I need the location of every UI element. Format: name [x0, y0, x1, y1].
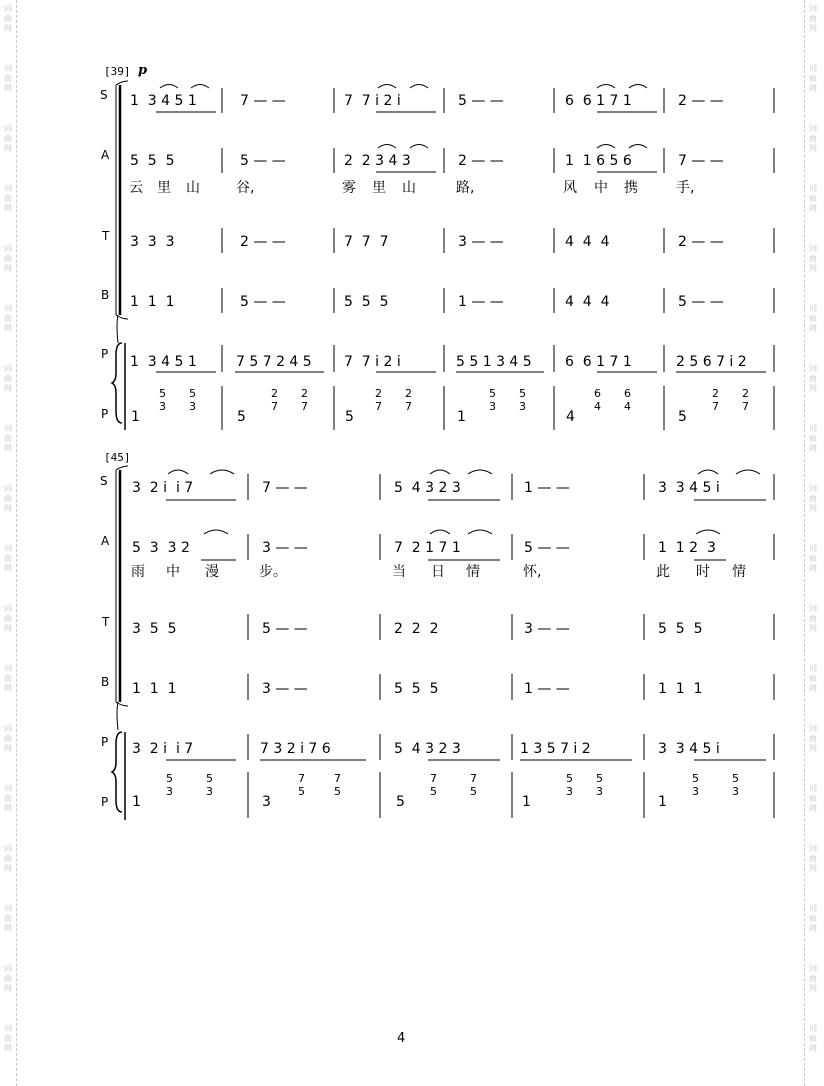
bass-m40: 5 — — — [240, 294, 286, 310]
piano-rh-m39: 1 3 4 5 1 — [130, 354, 197, 370]
watermark-text: 词 曲 网 — [809, 724, 817, 753]
piano-lh-chord-note: 5 — [566, 772, 573, 785]
score-line — [597, 145, 615, 149]
piano-lh-chord-note: 3 — [159, 400, 166, 413]
soprano-m39: 1 3 4 5 1 — [130, 93, 197, 109]
piano-lh-bass-note: 5 — [396, 794, 405, 810]
score-line — [116, 81, 128, 85]
soprano-m49: 3 3 4 5 i — [658, 480, 720, 496]
watermark-text: 词 曲 网 — [809, 784, 817, 813]
tenor-m45: 3 5 5 — [132, 621, 177, 637]
piano-lh-chord-note: 3 — [489, 400, 496, 413]
measure-number-39: [39] — [104, 65, 131, 78]
piano-lh-chord-note: 3 — [166, 785, 173, 798]
piano-lh-chord-note: 7 — [742, 400, 749, 413]
watermark-text: 词 曲 网 — [809, 124, 817, 153]
piano-lh-chord-note: 7 — [301, 400, 308, 413]
voice-label-tenor: T — [102, 229, 110, 243]
watermark-text: 词 曲 网 — [4, 664, 12, 693]
watermark-text: 词 曲 网 — [4, 64, 12, 93]
score-line — [629, 85, 647, 89]
piano-lh-chord-note: 7 — [712, 400, 719, 413]
alto-m41: 2 2 3 4 3 — [344, 153, 411, 169]
soprano-m43: 6 6 1 7 1 — [565, 93, 632, 109]
piano-lh-chord-note: 5 — [692, 772, 699, 785]
score-line — [168, 470, 188, 474]
watermark-text: 词 曲 网 — [809, 64, 817, 93]
watermark-text: 词 曲 网 — [4, 244, 12, 273]
piano-lh-chord-note: 7 — [405, 400, 412, 413]
voice-label-tenor: T — [102, 615, 110, 629]
voice-label-alto: A — [101, 148, 110, 162]
watermark-text: 词 曲 网 — [4, 964, 12, 993]
score-line — [378, 85, 396, 89]
tenor-m40: 2 — — — [240, 234, 286, 250]
lyric-char: 雨 — [131, 564, 145, 580]
piano-lh-chord-note: 5 — [596, 772, 603, 785]
lyric-char: 里 — [372, 180, 386, 196]
bass-m48: 1 — — — [524, 681, 570, 697]
score-line — [629, 145, 647, 149]
piano-lh-chord-note: 5 — [159, 387, 166, 400]
voice-label-bass: B — [101, 675, 110, 689]
piano-lh-chord-note: 7 — [430, 772, 437, 785]
piano-lh-bass-note: 1 — [131, 409, 140, 425]
bass-m39: 1 1 1 — [130, 294, 175, 310]
piano-rh-m40: 7 5 7 2 4 5 — [236, 354, 312, 370]
alto-m46: 3 — — — [262, 540, 308, 556]
piano-lh-bass-note: 1 — [658, 794, 667, 810]
voice-label-piano-rh: P — [101, 735, 109, 749]
alto-m40: 5 — — — [240, 153, 286, 169]
lyric-char: 怀, — [523, 564, 542, 580]
piano-lh-chord-note: 2 — [405, 387, 412, 400]
watermark-text: 词 曲 网 — [4, 124, 12, 153]
score-line — [698, 470, 718, 474]
lyric-char: 携 — [624, 180, 638, 196]
alto-m43: 1 1 6 5 6 — [565, 153, 632, 169]
score-line — [410, 145, 428, 149]
watermark-text: 词 曲 网 — [4, 844, 12, 873]
bass-m47: 5 5 5 — [394, 681, 439, 697]
watermark-text: 词 曲 网 — [4, 364, 12, 393]
piano-lh-chord-note: 3 — [566, 785, 573, 798]
voice-label-soprano: S — [100, 88, 108, 102]
soprano-m44: 2 — — — [678, 93, 724, 109]
lyric-char: 漫 — [205, 564, 219, 580]
voice-label-piano-rh: P — [101, 347, 109, 361]
watermark-text: 词 曲 网 — [4, 424, 12, 453]
piano-lh-chord-note: 6 — [594, 387, 601, 400]
piano-lh-chord-note: 3 — [732, 785, 739, 798]
alto-m44: 7 — — — [678, 153, 724, 169]
watermark-text: 词 曲 网 — [4, 1024, 12, 1053]
bass-m43: 4 4 4 — [565, 294, 610, 310]
score-line — [430, 470, 450, 474]
piano-lh-chord-note: 2 — [375, 387, 382, 400]
watermark-text: 词 曲 网 — [809, 304, 817, 333]
watermark-text: 词 曲 网 — [809, 4, 817, 33]
watermark-text: 词 曲 网 — [809, 1024, 817, 1053]
piano-lh-chord-note: 7 — [470, 772, 477, 785]
score-line — [597, 85, 615, 89]
lyric-char: 当 — [392, 564, 406, 580]
bass-m41: 5 5 5 — [344, 294, 389, 310]
lyric-char: 手, — [676, 180, 695, 196]
piano-lh-bass-note: 5 — [237, 409, 246, 425]
lyric-char: 里 — [157, 180, 171, 196]
score-line — [410, 85, 428, 89]
alto-m45: 5 3 3 2 — [132, 540, 190, 556]
piano-lh-bass-note: 4 — [566, 409, 575, 425]
score-line — [112, 343, 122, 423]
watermark-text: 词 曲 网 — [809, 844, 817, 873]
watermark-text: 词 曲 网 — [809, 184, 817, 213]
watermark-text: 词 曲 网 — [809, 424, 817, 453]
tenor-m48: 3 — — — [524, 621, 570, 637]
page-number: 4 — [397, 1031, 406, 1046]
soprano-m48: 1 — — — [524, 480, 570, 496]
watermark-text: 词 曲 网 — [4, 4, 12, 33]
watermark-text: 词 曲 网 — [4, 904, 12, 933]
tenor-m49: 5 5 5 — [658, 621, 703, 637]
alto-m49: 1 1 2 3 — [658, 540, 716, 556]
piano-lh-chord-note: 7 — [375, 400, 382, 413]
lyric-char: 日 — [431, 564, 445, 580]
bass-m49: 1 1 1 — [658, 681, 703, 697]
alto-m42: 2 — — — [458, 153, 504, 169]
watermark-text: 词 曲 网 — [4, 304, 12, 333]
alto-m48: 5 — — — [524, 540, 570, 556]
piano-rh-m42: 5 5 1 3 4 5 — [456, 354, 532, 370]
score-line — [468, 470, 492, 474]
score-line — [160, 85, 178, 89]
piano-lh-chord-note: 5 — [519, 387, 526, 400]
piano-lh-chord-note: 5 — [489, 387, 496, 400]
score-line — [117, 315, 118, 343]
tenor-m47: 2 2 2 — [394, 621, 439, 637]
piano-lh-chord-note: 5 — [430, 785, 437, 798]
piano-lh-bass-note: 1 — [457, 409, 466, 425]
watermark-text: 词 曲 网 — [809, 364, 817, 393]
lyric-char: 此 — [656, 564, 670, 580]
lyric-char: 雾 — [342, 180, 356, 196]
piano-rh-m49: 3 3 4 5 i — [658, 741, 720, 757]
piano-lh-chord-note: 5 — [298, 785, 305, 798]
piano-rh-m43: 6 6 1 7 1 — [565, 354, 632, 370]
watermark-text: 词 曲 网 — [4, 544, 12, 573]
watermark-text: 词 曲 网 — [4, 724, 12, 753]
alto-m39: 5 5 5 — [130, 153, 175, 169]
piano-lh-bass-note: 1 — [522, 794, 531, 810]
lyric-char: 情 — [732, 564, 746, 580]
piano-lh-chord-note: 3 — [692, 785, 699, 798]
score-line — [210, 470, 234, 474]
piano-lh-chord-note: 2 — [712, 387, 719, 400]
watermark-text: 词 曲 网 — [809, 664, 817, 693]
lyric-char: 中 — [594, 180, 608, 196]
dynamic-marking: p — [138, 63, 148, 78]
lyric-char: 风 — [563, 180, 577, 196]
tenor-m46: 5 — — — [262, 621, 308, 637]
score-line — [116, 466, 128, 470]
lyric-char: 路, — [456, 180, 475, 196]
soprano-m45: 3 2 i i 7 — [132, 480, 194, 496]
piano-lh-chord-note: 2 — [742, 387, 749, 400]
piano-lh-chord-note: 2 — [301, 387, 308, 400]
score-line — [696, 530, 720, 534]
soprano-m46: 7 — — — [262, 480, 308, 496]
piano-rh-m47: 5 4 3 2 3 — [394, 741, 461, 757]
piano-lh-chord-note: 5 — [189, 387, 196, 400]
watermark-text: 词 曲 网 — [4, 484, 12, 513]
watermark-text: 词 曲 网 — [4, 184, 12, 213]
watermark-text: 词 曲 网 — [809, 964, 817, 993]
piano-lh-chord-note: 7 — [298, 772, 305, 785]
watermark-text: 词 曲 网 — [4, 784, 12, 813]
watermark-text: 词 曲 网 — [809, 484, 817, 513]
piano-lh-chord-note: 5 — [334, 785, 341, 798]
score-line — [117, 702, 118, 730]
soprano-m47: 5 4 3 2 3 — [394, 480, 461, 496]
tenor-m41: 7 7 7 — [344, 234, 389, 250]
voice-label-piano-lh: P — [101, 407, 109, 421]
piano-rh-m46: 7 3 2 i 7 6 — [260, 741, 331, 757]
score-line — [204, 530, 228, 534]
tenor-m42: 3 — — — [458, 234, 504, 250]
piano-rh-m45: 3 2 i i 7 — [132, 741, 194, 757]
voice-label-piano-lh: P — [101, 795, 109, 809]
watermark-text: 词 曲 网 — [809, 604, 817, 633]
watermark-text: 词 曲 网 — [809, 244, 817, 273]
piano-rh-m48: 1 3 5 7 i 2 — [520, 741, 591, 757]
watermark-text: 词 曲 网 — [809, 904, 817, 933]
score-line — [191, 85, 209, 89]
piano-lh-chord-note: 5 — [732, 772, 739, 785]
voice-label-alto: A — [101, 534, 110, 548]
piano-lh-bass-note: 5 — [678, 409, 687, 425]
bass-m42: 1 — — — [458, 294, 504, 310]
score-line — [378, 145, 396, 149]
lyric-char: 谷, — [236, 180, 255, 196]
piano-lh-chord-note: 3 — [206, 785, 213, 798]
piano-lh-chord-note: 3 — [189, 400, 196, 413]
bass-m46: 3 — — — [262, 681, 308, 697]
piano-rh-m41: 7 7 i 2 i — [344, 354, 401, 370]
soprano-m42: 5 — — — [458, 93, 504, 109]
piano-lh-chord-note: 2 — [271, 387, 278, 400]
voice-label-soprano: S — [100, 474, 108, 488]
piano-lh-chord-note: 3 — [596, 785, 603, 798]
bass-m45: 1 1 1 — [132, 681, 177, 697]
piano-lh-chord-note: 4 — [624, 400, 631, 413]
score-line — [112, 732, 122, 812]
soprano-m40: 7 — — — [240, 93, 286, 109]
measure-number-45: [45] — [104, 451, 131, 464]
lyric-char: 山 — [402, 180, 416, 196]
piano-lh-bass-note: 5 — [345, 409, 354, 425]
piano-lh-chord-note: 3 — [519, 400, 526, 413]
lyric-char: 中 — [166, 564, 180, 580]
piano-lh-chord-note: 5 — [166, 772, 173, 785]
tenor-m39: 3 3 3 — [130, 234, 175, 250]
piano-lh-chord-note: 5 — [206, 772, 213, 785]
piano-lh-chord-note: 7 — [271, 400, 278, 413]
piano-lh-bass-note: 3 — [262, 794, 271, 810]
score-line — [468, 530, 492, 534]
soprano-m41: 7 7 i 2 i — [344, 93, 401, 109]
piano-lh-chord-note: 4 — [594, 400, 601, 413]
lyric-char: 云 — [129, 180, 143, 196]
piano-rh-m44: 2 5 6 7 i 2 — [676, 354, 747, 370]
piano-lh-bass-note: 1 — [132, 794, 141, 810]
tenor-m44: 2 — — — [678, 234, 724, 250]
voice-label-bass: B — [101, 288, 110, 302]
tenor-m43: 4 4 4 — [565, 234, 610, 250]
lyric-char: 步。 — [259, 564, 287, 580]
piano-lh-chord-note: 7 — [334, 772, 341, 785]
piano-lh-chord-note: 6 — [624, 387, 631, 400]
watermark-text: 词 曲 网 — [4, 604, 12, 633]
score-line — [736, 470, 760, 474]
watermark-text: 词 曲 网 — [809, 544, 817, 573]
alto-m47: 7 2 1 7 1 — [394, 540, 461, 556]
lyric-char: 山 — [186, 180, 200, 196]
lyric-char: 情 — [466, 564, 480, 580]
bass-m44: 5 — — — [678, 294, 724, 310]
lyric-char: 时 — [696, 564, 710, 580]
score-line — [430, 530, 450, 534]
piano-lh-chord-note: 5 — [470, 785, 477, 798]
